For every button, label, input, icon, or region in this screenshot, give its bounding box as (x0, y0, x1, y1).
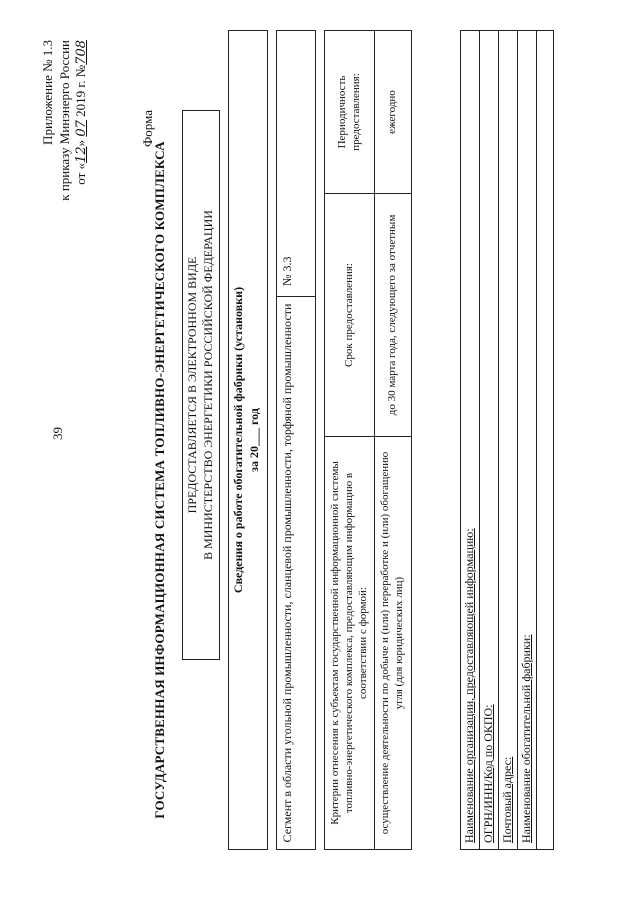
ogrn-row (480, 31, 499, 849)
plant-name-row (518, 31, 537, 849)
info-title: Сведения о работе обогатительной фабрики (установки) (231, 286, 245, 594)
criteria-header-frequency: Периодичность предоставления: (325, 31, 375, 194)
org-name-label: Наименование организации, предоставляющей информацию: (462, 528, 476, 843)
submission-line-1: ПРЕДОСТАВЛЯЕТСЯ В ЭЛЕКТРОННОМ ВИДЕ (185, 256, 199, 514)
annex-date-line: от «12» 07 2019 г. №708 (73, 40, 90, 185)
segment-box (276, 30, 316, 850)
handwritten-number: 708 (74, 40, 90, 65)
annex-block (40, 40, 91, 201)
info-title-box (228, 30, 268, 850)
criteria-table (324, 30, 412, 850)
criteria-value-row (375, 31, 412, 850)
criteria-value-subjects: осуществление деятельности по добыче и (или) переработке и (или) обогащению угля (для юридических лиц) (375, 437, 412, 850)
info-period: за 20___ год (246, 408, 261, 472)
ogrn-label: ОГРН/ИНН/Код по ОКПО: (481, 704, 495, 843)
address-row (499, 31, 518, 849)
handwritten-month: 07 (74, 120, 90, 137)
criteria-header-row (325, 31, 375, 850)
plant-name-label: Наименование обогатительной фабрики: (519, 634, 533, 843)
criteria-header-subjects: Критерии отнесения к субъектам государственной информационной системы топливно-энергетического комплекса, предоставляющим информацию в соответствии с формой: (325, 437, 375, 850)
handwritten-day: 12 (74, 146, 90, 163)
criteria-value-frequency: ежегодно (375, 31, 412, 194)
criteria-header-deadline: Срок предоставления: (325, 194, 375, 437)
form-label: Форма (140, 110, 155, 147)
document-title: ГОСУДАРСТВЕННАЯ ИНФОРМАЦИОННАЯ СИСТЕМА ТОПЛИВНО-ЭНЕРГЕТИЧЕСКОГО КОМПЛЕКСА (152, 141, 167, 819)
segment-text: Сегмент в области угольной промышленности, сланцевой промышленности, торфяной промышленности (277, 296, 315, 849)
submission-box (182, 110, 220, 660)
org-name-row (461, 31, 480, 849)
submission-line-2: В МИНИСТЕРСТВО ЭНЕРГЕТИКИ РОССИЙСКОЙ ФЕДЕРАЦИИ (200, 210, 215, 560)
organization-details-box (460, 30, 554, 850)
blank-row (537, 31, 553, 849)
address-label: Почтовый адрес: (500, 756, 514, 843)
criteria-value-deadline: до 30 марта года, следующего за отчетным (375, 194, 412, 437)
page-number: 39 (50, 427, 65, 440)
annex-line-2: к приказу Минэнерго России (56, 40, 72, 201)
annex-line-1: Приложение № 1.3 (40, 40, 55, 145)
rotated-form-sheet (40, 20, 600, 880)
segment-number: № 3.3 (280, 256, 294, 286)
